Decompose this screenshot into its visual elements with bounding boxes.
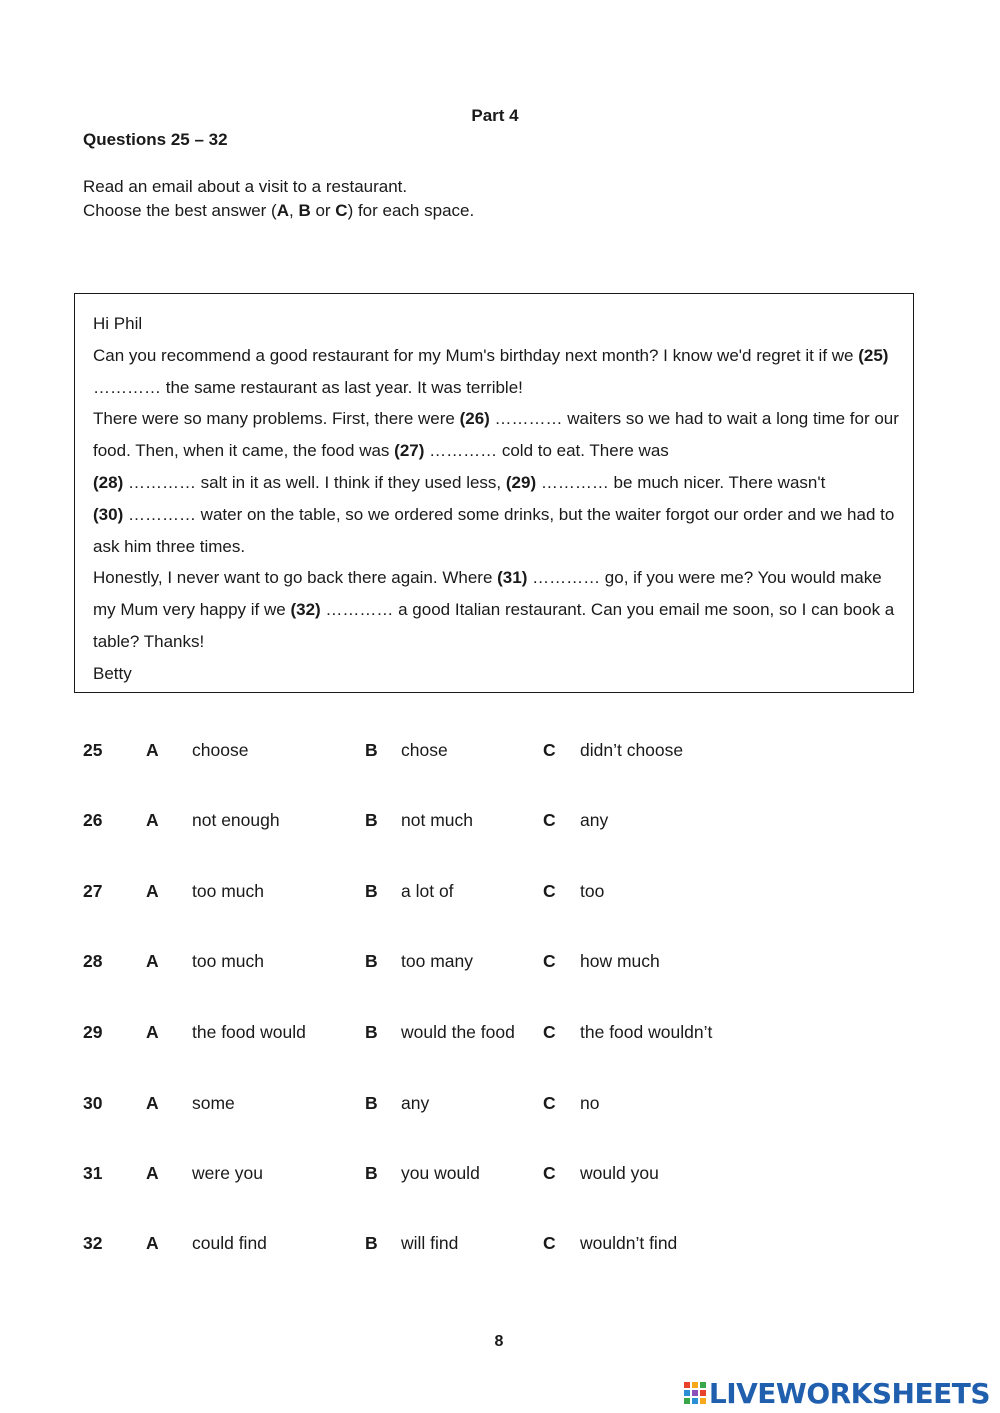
- option-letter-c: C: [543, 1022, 556, 1042]
- option-a-text[interactable]: were you: [192, 1163, 264, 1183]
- question-row-25: [0, 740, 1000, 764]
- option-letter-b: B: [365, 951, 378, 971]
- email-text-run: ………… the same restaurant as last year. It was terrible!: [93, 377, 523, 397]
- email-text-run: ………… cold to eat. There was: [424, 441, 669, 461]
- question-row-32: [0, 1233, 1000, 1257]
- option-letter-a: A: [146, 740, 159, 760]
- instruction-text: ,: [289, 201, 299, 220]
- question-row-28: [0, 951, 1000, 975]
- instruction-text: ) for each space.: [347, 201, 475, 220]
- option-letter-a: A: [146, 1163, 159, 1183]
- question-number: 27: [83, 881, 103, 901]
- option-letter-c: C: [543, 740, 556, 760]
- option-letter-c: C: [543, 810, 556, 830]
- email-text-run: Honestly, I never want to go back there again. Where: [93, 568, 498, 588]
- email-text-run: ………… salt in it as well. I think if they used less,: [123, 472, 506, 492]
- question-number: 29: [83, 1022, 103, 1042]
- liveworksheets-logo-icon: [683, 1380, 707, 1406]
- question-number: 31: [83, 1163, 103, 1183]
- option-letter-b: B: [365, 1163, 378, 1183]
- option-letter-a: A: [146, 1233, 159, 1253]
- option-b-text[interactable]: not much: [401, 810, 473, 830]
- option-c-text[interactable]: how much: [580, 951, 660, 971]
- gap-25-label: (25): [858, 345, 889, 365]
- option-letter-b: B: [365, 1022, 378, 1042]
- gap-28-label: (28): [93, 472, 124, 492]
- liveworksheets-brand: [683, 1376, 990, 1410]
- option-letter-a: A: [146, 810, 159, 830]
- question-row-31: [0, 1163, 1000, 1187]
- part-title: Part 4: [471, 106, 519, 125]
- option-letter-c: C: [543, 951, 556, 971]
- option-letter-a: A: [276, 201, 289, 220]
- option-letter-b: B: [365, 881, 378, 901]
- email-text-run: ………… a good Italian restaurant. Can you email me soon, so I can book a table? Thanks!: [93, 600, 895, 651]
- gap-32-label: (32): [290, 600, 321, 620]
- question-number: 32: [83, 1233, 103, 1253]
- option-a-text[interactable]: the food would: [192, 1022, 306, 1042]
- question-row-26: [0, 810, 1000, 834]
- option-letter-b: B: [365, 810, 378, 830]
- option-letter-c: C: [543, 1093, 556, 1113]
- gap-31-label: (31): [497, 568, 528, 588]
- option-b-text[interactable]: will find: [401, 1233, 459, 1253]
- option-a-text[interactable]: could find: [192, 1233, 267, 1253]
- gap-26-label: (26): [459, 409, 490, 429]
- option-c-text[interactable]: wouldn’t find: [580, 1233, 678, 1253]
- option-letter-b: B: [365, 1233, 378, 1253]
- questions-range-title: Questions 25 – 32: [83, 130, 228, 149]
- instruction-text: or: [310, 201, 336, 220]
- email-text-run: There were so many problems. First, there were: [93, 409, 460, 429]
- option-b-text[interactable]: a lot of: [401, 881, 454, 901]
- question-row-29: [0, 1022, 1000, 1046]
- option-letter-a: A: [146, 951, 159, 971]
- liveworksheets-wordmark: LIVEWORKSHEETS: [708, 1376, 990, 1410]
- email-text-run: Can you recommend a good restaurant for my Mum's birthday next month? I know we'd regret it if we: [93, 345, 859, 365]
- email-paragraph-2: [93, 403, 903, 562]
- option-letter-a: A: [146, 881, 159, 901]
- instruction-line-1: Read an email about a visit to a restaurant.: [83, 177, 408, 196]
- option-letter-c: C: [543, 881, 556, 901]
- option-letter-b: B: [298, 201, 311, 220]
- option-b-text[interactable]: any: [401, 1093, 430, 1113]
- option-letter-b: B: [365, 1093, 378, 1113]
- gap-27-label: (27): [394, 441, 425, 461]
- option-b-text[interactable]: you would: [401, 1163, 480, 1183]
- gap-30-label: (30): [93, 504, 124, 524]
- option-letter-c: C: [335, 201, 348, 220]
- instruction-text: Choose the best answer (: [83, 201, 277, 220]
- question-number: 26: [83, 810, 103, 830]
- option-letter-c: C: [543, 1163, 556, 1183]
- email-text: [93, 308, 903, 690]
- option-a-text[interactable]: choose: [192, 740, 249, 760]
- option-c-text[interactable]: too: [580, 881, 605, 901]
- option-c-text[interactable]: any: [580, 810, 609, 830]
- question-number: 25: [83, 740, 103, 760]
- option-b-text[interactable]: too many: [401, 951, 473, 971]
- option-letter-a: A: [146, 1093, 159, 1113]
- option-b-text[interactable]: would the food: [401, 1022, 515, 1042]
- email-text-run: ………… be much nicer. There wasn't: [536, 472, 826, 492]
- question-number: 30: [83, 1093, 103, 1113]
- option-c-text[interactable]: the food wouldn’t: [580, 1022, 713, 1042]
- option-c-text[interactable]: didn’t choose: [580, 740, 684, 760]
- question-row-27: [0, 881, 1000, 905]
- option-b-text[interactable]: chose: [401, 740, 448, 760]
- question-row-30: [0, 1093, 1000, 1117]
- option-a-text[interactable]: too much: [192, 951, 264, 971]
- email-text-run: ………… go, if you were me? You would make my Mum very happy if we: [93, 568, 882, 620]
- gap-29-label: (29): [505, 472, 537, 492]
- option-a-text[interactable]: too much: [192, 881, 264, 901]
- instruction-line-2: [83, 201, 474, 221]
- page-number: 8: [494, 1333, 504, 1350]
- option-letter-a: A: [146, 1022, 159, 1042]
- email-text-run: ………… waiters so we had to wait a long time for our food. Then, when it came, the food was: [93, 409, 899, 461]
- question-number: 28: [83, 951, 103, 971]
- email-paragraph-1: [93, 340, 903, 404]
- email-signoff: Betty: [93, 663, 132, 683]
- email-text-run: ………… water on the table, so we ordered some drinks, but the waiter forgot our order and we had to ask him three times.: [93, 504, 895, 556]
- option-a-text[interactable]: not enough: [192, 810, 280, 830]
- option-letter-c: C: [543, 1233, 556, 1253]
- email-box: [74, 293, 914, 693]
- email-paragraph-3: [93, 562, 903, 657]
- option-c-text[interactable]: no: [580, 1093, 600, 1113]
- option-c-text[interactable]: would you: [580, 1163, 659, 1183]
- option-letter-b: B: [365, 740, 378, 760]
- email-greeting: Hi Phil: [93, 314, 143, 333]
- option-a-text[interactable]: some: [192, 1093, 235, 1113]
